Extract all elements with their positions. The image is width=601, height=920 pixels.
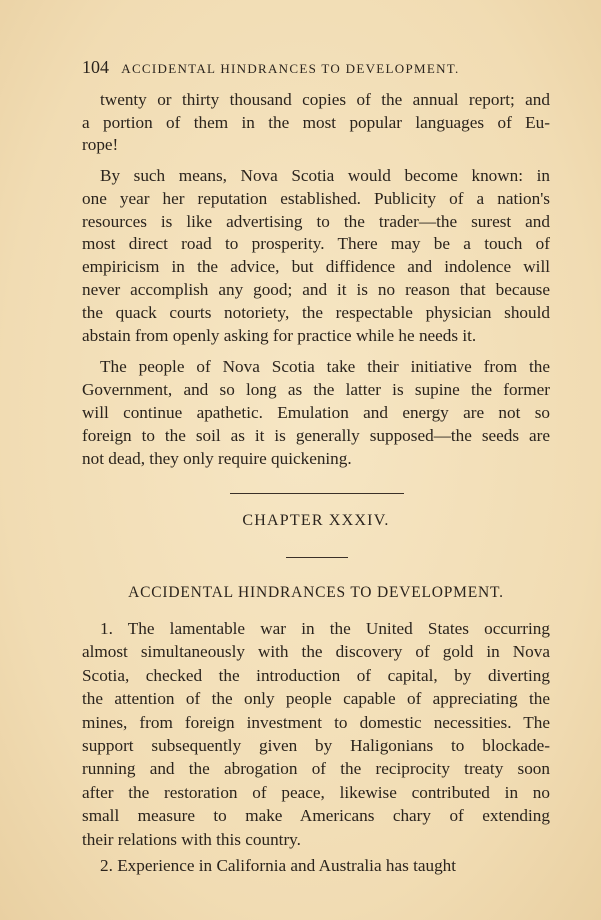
running-header bbox=[82, 57, 550, 78]
text-line: their relations with this country. bbox=[82, 829, 301, 849]
text-line: By such means, Nova Scotia would become known: in bbox=[100, 166, 550, 185]
text-line: not dead, they only require quickening. bbox=[82, 449, 352, 468]
text-line: a portion of them in the most popular languages of Eu- bbox=[82, 113, 550, 132]
text-line: twenty or thirty thousand copies of the annual report; and bbox=[100, 90, 550, 109]
text-line: will continue apathetic. Emulation and energy are not so bbox=[82, 403, 550, 422]
text-line: the attention of the only people capable of appreciating the bbox=[82, 689, 550, 709]
text-line: Government, and so long as the latter is supine the former bbox=[82, 380, 550, 399]
text-line: empiricism in the advice, but diffidence and indolence will bbox=[82, 257, 550, 276]
text-line: 2. Experience in California and Australia has taught bbox=[100, 855, 457, 875]
page-number: 104 bbox=[82, 57, 109, 77]
text-line: abstain from openly asking for practice while he needs it. bbox=[82, 326, 477, 345]
text-line: support subsequently given by Haligonians to blockade- bbox=[82, 736, 550, 755]
text-line: small measure to make Americans chary of extending bbox=[82, 806, 550, 826]
text-line: running and the abrogation of the reciprocity treaty soon bbox=[82, 759, 550, 779]
text-line: most direct road to prosperity. There may be a touch of bbox=[82, 234, 550, 253]
chapter-title: CHAPTER XXXIV. bbox=[242, 512, 390, 529]
text-line: 1. The lamentable war in the United States occurring bbox=[100, 619, 550, 638]
text-line: Scotia, checked the introduction of capital, by diverting bbox=[82, 665, 550, 685]
chapter-heading: ACCIDENTAL HINDRANCES TO DEVELOPMENT. bbox=[128, 584, 504, 601]
text-line: the quack courts notoriety, the respectable physician should bbox=[82, 303, 550, 322]
running-title: ACCIDENTAL HINDRANCES TO DEVELOPMENT. bbox=[121, 61, 460, 76]
text-line: after the restoration of peace, likewise contributed in no bbox=[82, 782, 550, 802]
text-line: rope! bbox=[82, 135, 119, 154]
text-line: never accomplish any good; and it is no reason that because bbox=[82, 280, 550, 299]
text-line: almost simultaneously with the discovery of gold in Nova bbox=[82, 642, 550, 662]
text-line: mines, from foreign investment to domestic necessities. The bbox=[82, 712, 550, 732]
text-line: resources is like advertising to the trader—the surest and bbox=[82, 212, 550, 231]
text-line: one year her reputation established. Publicity of a nation's bbox=[82, 189, 550, 208]
text-line: The people of Nova Scotia take their initiative from the bbox=[100, 357, 550, 376]
section-divider bbox=[230, 493, 404, 494]
text-line: foreign to the soil as it is generally supposed—the seeds are bbox=[82, 426, 550, 445]
chapter-divider bbox=[286, 557, 348, 558]
